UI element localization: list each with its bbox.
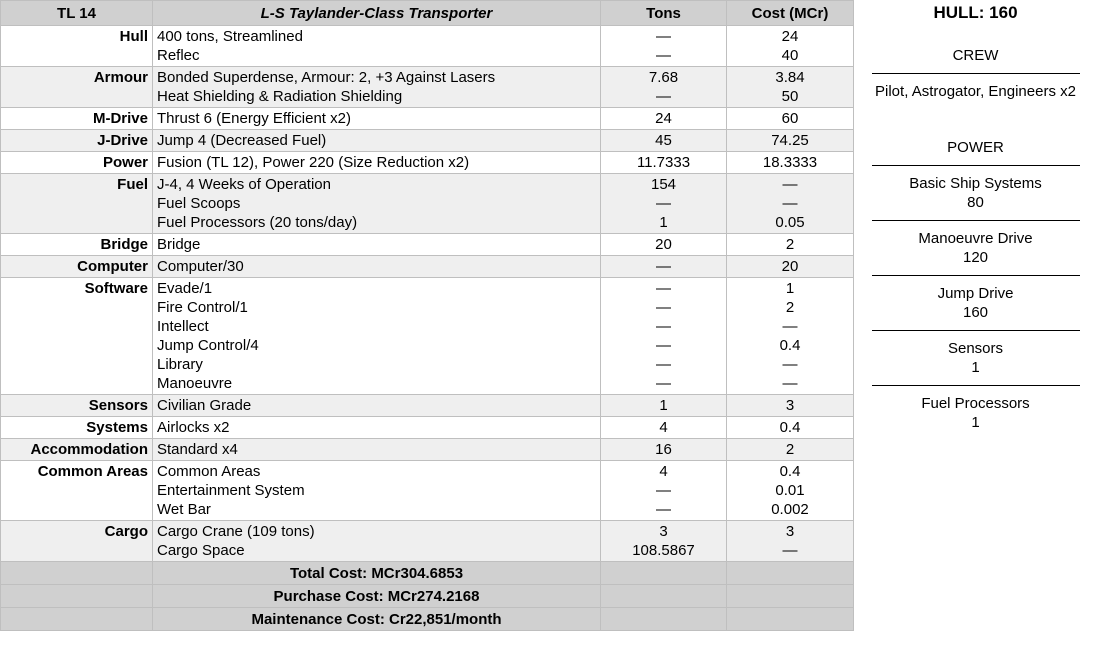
purchase-cost: Purchase Cost: MCr274.2168 [153, 585, 601, 608]
crew-text: Pilot, Astrogator, Engineers x2 [875, 83, 1076, 100]
row-item-cell [153, 234, 601, 256]
row-item: Reflec [157, 47, 200, 64]
row-item-cell [153, 26, 601, 67]
row-item: Bridge [157, 236, 201, 253]
row-cost-cell [727, 395, 854, 417]
row-tons-cell [601, 130, 727, 152]
total-cost-row [1, 562, 854, 585]
power-item-name: Sensors [947, 340, 1004, 357]
row-tons-cell [601, 174, 727, 234]
row-cost: 0.4 [779, 419, 801, 436]
row-cost: 60 [781, 110, 799, 127]
row-item-cell [153, 395, 601, 417]
row-tons: 154 [650, 176, 677, 193]
row-item: Fire Control/1 [157, 299, 248, 316]
row-item-cell [153, 461, 601, 521]
row-item: Library [157, 356, 203, 373]
row-cost-cell [727, 439, 854, 461]
row-cost: 40 [781, 47, 799, 64]
row-item-cell [153, 130, 601, 152]
row-label: Hull [1, 26, 153, 67]
divider [872, 220, 1080, 221]
crew-heading: CREW [952, 47, 999, 64]
row-item-cell [153, 417, 601, 439]
table-row [1, 234, 854, 256]
row-cost: 0.4 [779, 337, 801, 354]
row-tons-cell [601, 26, 727, 67]
row-cost: 1 [785, 280, 795, 297]
row-tons-cell [601, 152, 727, 174]
row-cost: 0.4 [779, 463, 801, 480]
row-cost-cell [727, 461, 854, 521]
footer-blank [727, 608, 854, 631]
row-tons-cell [601, 417, 727, 439]
row-cost: — [782, 176, 798, 193]
row-label: Bridge [1, 234, 153, 256]
row-item: Common Areas [157, 463, 261, 480]
row-item: Civilian Grade [157, 397, 252, 414]
row-cost: 2 [785, 441, 795, 458]
row-item: J-4, 4 Weeks of Operation [157, 176, 331, 193]
row-item: Intellect [157, 318, 209, 335]
row-item: Bonded Superdense, Armour: 2, +3 Against Lasers [157, 69, 496, 86]
table-row [1, 152, 854, 174]
power-section [853, 101, 1098, 432]
row-tons: — [656, 88, 671, 105]
row-cost: 50 [781, 88, 799, 105]
row-label: Software [1, 278, 153, 395]
row-item-cell [153, 439, 601, 461]
row-label: Power [1, 152, 153, 174]
footer-blank [601, 608, 727, 631]
row-item: Cargo Space [157, 542, 245, 559]
row-tons-cell [601, 67, 727, 108]
table-row [1, 174, 854, 234]
row-label: Cargo [1, 521, 153, 562]
row-item-cell [153, 108, 601, 130]
row-cost: — [782, 375, 798, 392]
row-tons: 4 [659, 463, 668, 480]
divider [872, 275, 1080, 276]
row-tons: 45 [655, 132, 672, 149]
row-cost: — [782, 195, 798, 212]
row-item: Fuel Processors (20 tons/day) [157, 214, 358, 231]
row-tons-cell [601, 278, 727, 395]
row-tons: 16 [655, 441, 672, 458]
row-cost: — [782, 318, 798, 335]
row-tons: 4 [659, 419, 668, 436]
row-tons: — [656, 375, 671, 392]
row-tons-cell [601, 256, 727, 278]
row-cost: 2 [785, 299, 795, 316]
table-row [1, 461, 854, 521]
row-item: Fuel Scoops [157, 195, 241, 212]
power-item-name: Jump Drive [937, 285, 1014, 302]
table-row [1, 256, 854, 278]
row-tons: — [656, 258, 671, 275]
row-cost-cell [727, 278, 854, 395]
power-item-name: Manoeuvre Drive [918, 230, 1033, 247]
row-item-cell [153, 278, 601, 395]
table-row [1, 278, 854, 395]
table-header-row [1, 1, 854, 26]
row-cost: 24 [781, 28, 799, 45]
footer-blank [727, 585, 854, 608]
row-tons: — [656, 501, 671, 518]
power-list [853, 165, 1098, 432]
table-row [1, 417, 854, 439]
row-cost-cell [727, 67, 854, 108]
row-cost: 0.002 [771, 501, 809, 518]
row-tons-cell [601, 108, 727, 130]
row-cost: 20 [781, 258, 799, 275]
table-row [1, 395, 854, 417]
footer-blank [601, 585, 727, 608]
power-item-value: 1 [971, 414, 980, 431]
footer-blank [1, 608, 153, 631]
purchase-cost-row [1, 585, 854, 608]
row-cost: 0.01 [775, 482, 805, 499]
row-tons: 1 [659, 214, 668, 231]
table-row [1, 521, 854, 562]
row-tons-cell [601, 234, 727, 256]
row-cost: 2 [785, 236, 795, 253]
total-cost: Total Cost: MCr304.6853 [153, 562, 601, 585]
row-label: Fuel [1, 174, 153, 234]
cost-header: Cost (MCr) [727, 1, 854, 26]
footer-blank [727, 562, 854, 585]
row-item-cell [153, 521, 601, 562]
table-row [1, 108, 854, 130]
row-cost-cell [727, 130, 854, 152]
table-row [1, 67, 854, 108]
row-item: Evade/1 [157, 280, 213, 297]
row-tons-cell [601, 461, 727, 521]
row-item: Standard x4 [157, 441, 238, 458]
row-tons: — [656, 337, 671, 354]
row-cost: 3 [785, 397, 795, 414]
row-item: Thrust 6 (Energy Efficient x2) [157, 110, 351, 127]
row-tons: 24 [655, 110, 672, 127]
ship-title: L-S Taylander-Class Transporter [153, 1, 601, 26]
row-item: Airlocks x2 [157, 419, 230, 436]
row-cost-cell [727, 152, 854, 174]
table-row [1, 130, 854, 152]
row-item: Wet Bar [157, 501, 211, 518]
tech-level-header: TL 14 [1, 1, 153, 26]
row-tons: 108.5867 [632, 542, 695, 559]
row-item: Jump 4 (Decreased Fuel) [157, 132, 327, 149]
row-tons: 7.68 [648, 69, 679, 86]
row-label: Systems [1, 417, 153, 439]
row-tons: — [656, 195, 671, 212]
row-item-cell [153, 256, 601, 278]
row-tons: — [656, 28, 671, 45]
crew-section [853, 26, 1098, 101]
row-item: Cargo Crane (109 tons) [157, 523, 315, 540]
row-tons: 1 [659, 397, 668, 414]
row-label: Computer [1, 256, 153, 278]
maintenance-cost-row [1, 608, 854, 631]
row-tons: — [656, 318, 671, 335]
power-heading: POWER [947, 139, 1004, 156]
hull-points: HULL: 160 [933, 3, 1018, 22]
row-cost: 0.05 [775, 214, 805, 231]
power-item-value: 80 [967, 194, 984, 211]
row-item: Jump Control/4 [157, 337, 259, 354]
power-item-name: Basic Ship Systems [909, 175, 1042, 192]
row-tons: — [656, 47, 671, 64]
row-label: Sensors [1, 395, 153, 417]
power-item-name: Fuel Processors [921, 395, 1030, 412]
row-cost: — [782, 542, 798, 559]
row-cost-cell [727, 26, 854, 67]
row-cost-cell [727, 174, 854, 234]
row-tons: — [656, 356, 671, 373]
row-tons: 11.7333 [636, 154, 691, 171]
row-label: Armour [1, 67, 153, 108]
row-tons-cell [601, 439, 727, 461]
footer-blank [1, 562, 153, 585]
row-cost-cell [727, 417, 854, 439]
row-item-cell [153, 174, 601, 234]
row-label: Accommodation [1, 439, 153, 461]
row-tons: — [656, 280, 671, 297]
row-item: Heat Shielding & Radiation Shielding [157, 88, 403, 105]
row-item-cell [153, 152, 601, 174]
row-item: Computer/30 [157, 258, 244, 275]
divider [872, 385, 1080, 386]
row-cost: 74.25 [771, 132, 809, 149]
row-label: Common Areas [1, 461, 153, 521]
row-cost-cell [727, 108, 854, 130]
spec-rows [1, 26, 854, 562]
row-cost: 18.3333 [762, 154, 818, 171]
power-item-value: 160 [962, 304, 989, 321]
divider [872, 73, 1080, 74]
row-item: Fusion (TL 12), Power 220 (Size Reduction x2) [157, 154, 470, 171]
row-tons: 3 [659, 523, 668, 540]
maintenance-cost: Maintenance Cost: Cr22,851/month [153, 608, 601, 631]
row-label: M-Drive [1, 108, 153, 130]
row-cost: 3.84 [775, 69, 805, 86]
row-cost-cell [727, 521, 854, 562]
row-cost-cell [727, 234, 854, 256]
row-label: J-Drive [1, 130, 153, 152]
power-item-value: 120 [962, 249, 989, 266]
table-row [1, 26, 854, 67]
row-tons: — [656, 299, 671, 316]
row-tons-cell [601, 395, 727, 417]
row-cost: 3 [785, 523, 795, 540]
divider [872, 165, 1080, 166]
table-row [1, 439, 854, 461]
footer-blank [1, 585, 153, 608]
row-tons: 20 [655, 236, 672, 253]
row-cost-cell [727, 256, 854, 278]
row-item: Manoeuvre [157, 375, 233, 392]
power-item-value: 1 [971, 359, 980, 376]
summary-panel [853, 0, 1098, 663]
row-tons-cell [601, 521, 727, 562]
footer-blank [601, 562, 727, 585]
row-item: Entertainment System [157, 482, 305, 499]
divider [872, 330, 1080, 331]
row-cost: — [782, 356, 798, 373]
tons-header: Tons [601, 1, 727, 26]
row-item-cell [153, 67, 601, 108]
row-item: 400 tons, Streamlined [157, 28, 303, 45]
row-tons: — [656, 482, 671, 499]
